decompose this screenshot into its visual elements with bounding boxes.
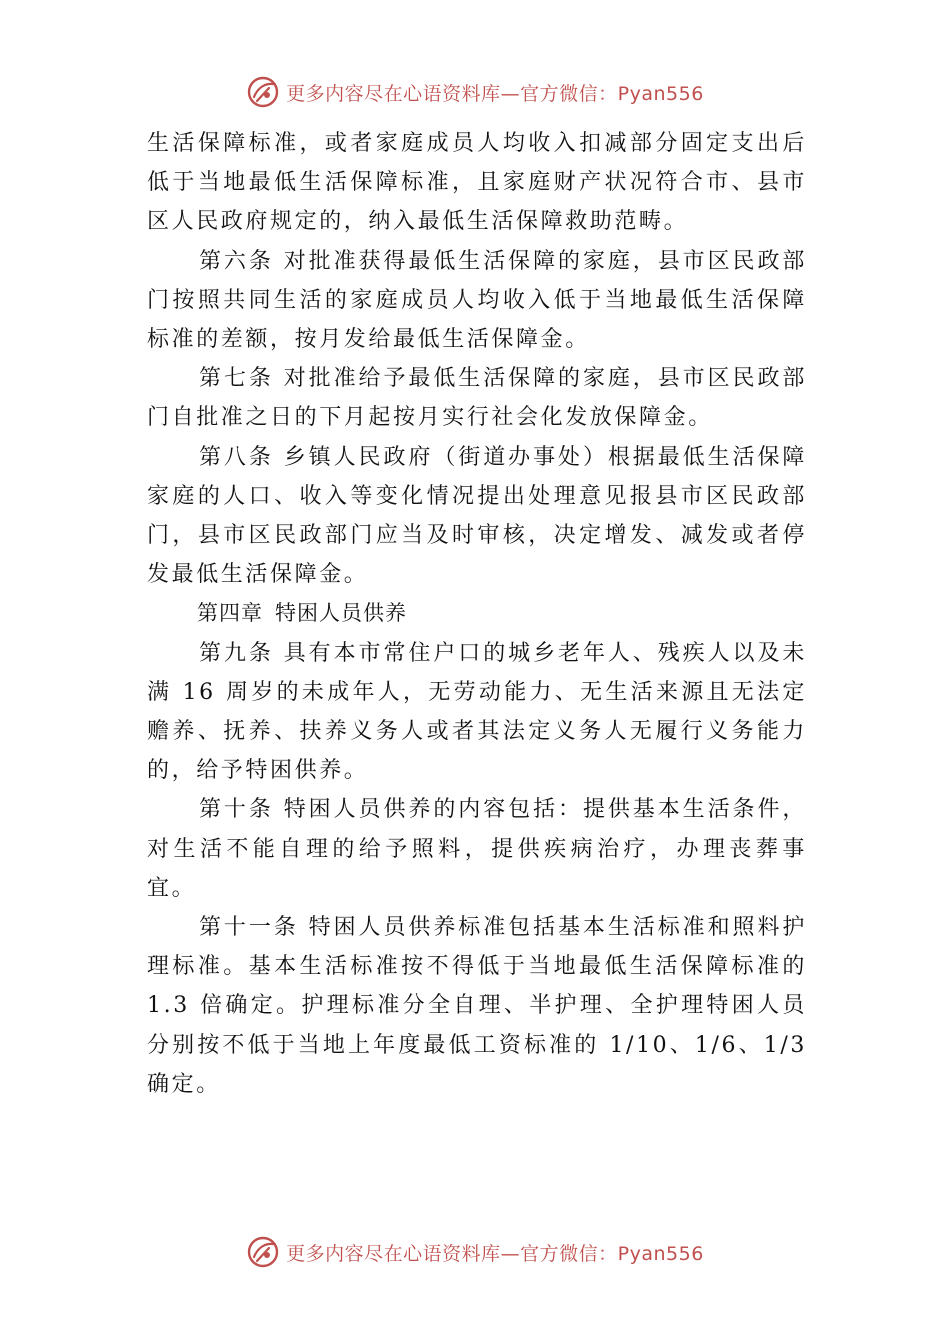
- article-text: 对批准获得最低生活保障的家庭，县市区民政部门按照共同生活的家庭成员人均收入低于当地最低生活保障标准的差额，按月发给最低生活保障金。: [147, 248, 808, 353]
- header-watermark: [0, 72, 950, 112]
- article-text: 特困人员供养的内容包括：提供基本生活条件，对生活不能自理的给予照料，提供疾病治疗，办理丧葬事宜。: [147, 797, 808, 901]
- article-11: [147, 908, 807, 1104]
- article-6: [147, 242, 807, 360]
- document-body: [147, 124, 807, 1104]
- article-number: 第九条: [199, 640, 274, 666]
- logo-icon: [246, 75, 280, 109]
- article-8: [147, 438, 807, 595]
- article-text: 特困人员供养标准包括基本生活标准和照料护理标准。基本生活标准按不得低于当地最低生活保障标准的 1.3 倍确定。护理标准分全自理、半护理、全护理特困人员分别按不低于当地上年度最低工资标准的 1/10、1/6、1/3 确定。: [147, 915, 807, 1097]
- article-9: [147, 634, 807, 791]
- article-number: 第六条: [199, 248, 274, 274]
- article-number: 第八条: [199, 444, 274, 470]
- chapter-title: 特困人员供养: [275, 601, 407, 626]
- article-text: 对批准给予最低生活保障的家庭，县市区民政部门自批准之日的下月起按月实行社会化发放保障金。: [147, 366, 808, 431]
- article-text: 乡镇人民政府（街道办事处）根据最低生活保障家庭的人口、收入等变化情况提出处理意见报县市区民政部门，县市区民政部门应当及时审核，决定增发、减发或者停发最低生活保障金。: [147, 444, 808, 588]
- paragraph-text: 生活保障标准，或者家庭成员人均收入扣减部分固定支出后低于当地最低生活保障标准，且家庭财产状况符合市、县市区人民政府规定的，纳入最低生活保障救助范畴。: [147, 131, 807, 235]
- article-7: [147, 359, 807, 437]
- paragraph-continued: [147, 124, 807, 242]
- watermark-text: 更多内容尽在心语资料库—官方微信：Pyan556: [286, 1242, 704, 1265]
- article-text: 具有本市常住户口的城乡老年人、残疾人以及未满 16 周岁的未成年人，无劳动能力、无生活来源且无法定赡养、抚养、扶养义务人或者其法定义务人无履行义务能力的，给予特困供养。: [147, 640, 808, 784]
- article-number: 第十条: [199, 797, 274, 823]
- article-number: 第十一条: [199, 915, 299, 941]
- article-number: 第七条: [199, 366, 274, 392]
- footer-watermark: [0, 1232, 950, 1272]
- chapter-heading: [147, 594, 807, 633]
- watermark-text: 更多内容尽在心语资料库—官方微信：Pyan556: [286, 82, 704, 105]
- logo-icon: [246, 1235, 280, 1269]
- chapter-number: 第四章: [197, 601, 263, 626]
- article-10: [147, 790, 807, 908]
